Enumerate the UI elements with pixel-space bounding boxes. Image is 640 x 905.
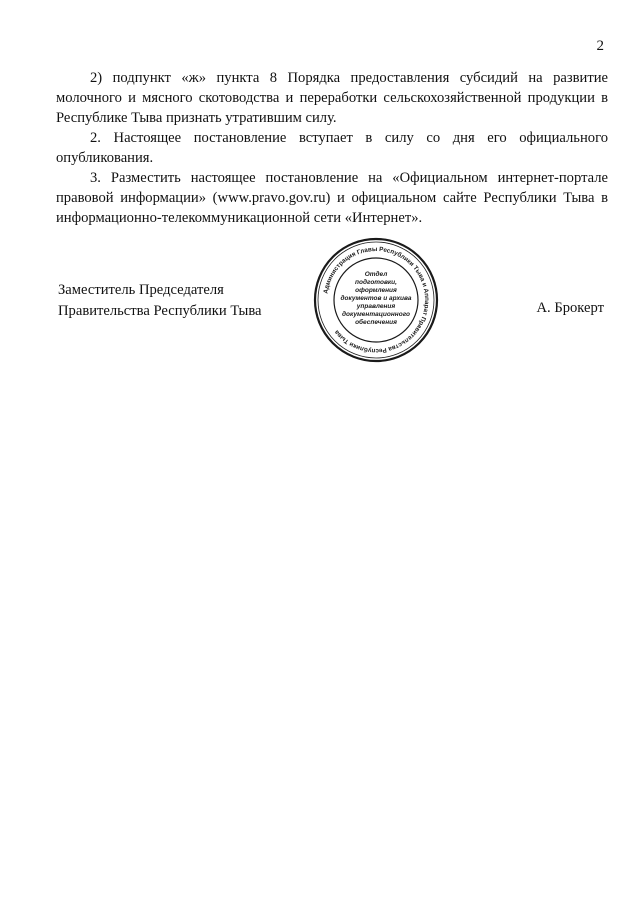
paragraph-publication: 3. Разместить настоящее постановление на «Официальном интернет-портале правовой информации» (www.pravo.gov.ru) и официальном сайте Республики Тыва в информационно-телекоммуникационной сети «Интернет». xyxy=(56,170,608,226)
seal-center-line-1: Отдел xyxy=(364,271,388,278)
official-seal-stamp xyxy=(312,236,440,364)
page-number: 2 xyxy=(596,38,604,54)
signatory-position xyxy=(58,280,262,322)
signatory-name: А. Брокерт xyxy=(536,300,604,316)
seal-center-line-4: документов и архива xyxy=(340,295,412,302)
seal-center-line-2: подготовки, xyxy=(355,279,397,286)
signatory-position-line-2: Правительства Республики Тыва xyxy=(58,303,262,319)
seal-graphic xyxy=(312,236,440,364)
seal-center-line-3: оформления xyxy=(355,287,397,294)
seal-center-line-5: управления xyxy=(356,303,396,310)
signatory-position-line-1: Заместитель Председателя xyxy=(58,282,224,298)
seal-center-line-7: обеспечения xyxy=(355,319,397,326)
paragraph-entry-into-force: 2. Настоящее постановление вступает в силу со дня его официального опубликования. xyxy=(56,130,608,166)
seal-center-line-6: документационного xyxy=(342,311,410,318)
seal-ring-text: Администрация Главы Республики Тыва и Аппарат Правительства Республики Тыва xyxy=(322,245,431,355)
document-body xyxy=(56,68,608,228)
seal-center xyxy=(341,270,412,326)
paragraph-subpoint-2: 2) подпункт «ж» пункта 8 Порядка предоставления субсидий на развитие молочного и мясного скотоводства и переработки сельскохозяйственной продукции в Республике Тыва признать утратившим силу. xyxy=(56,70,608,126)
